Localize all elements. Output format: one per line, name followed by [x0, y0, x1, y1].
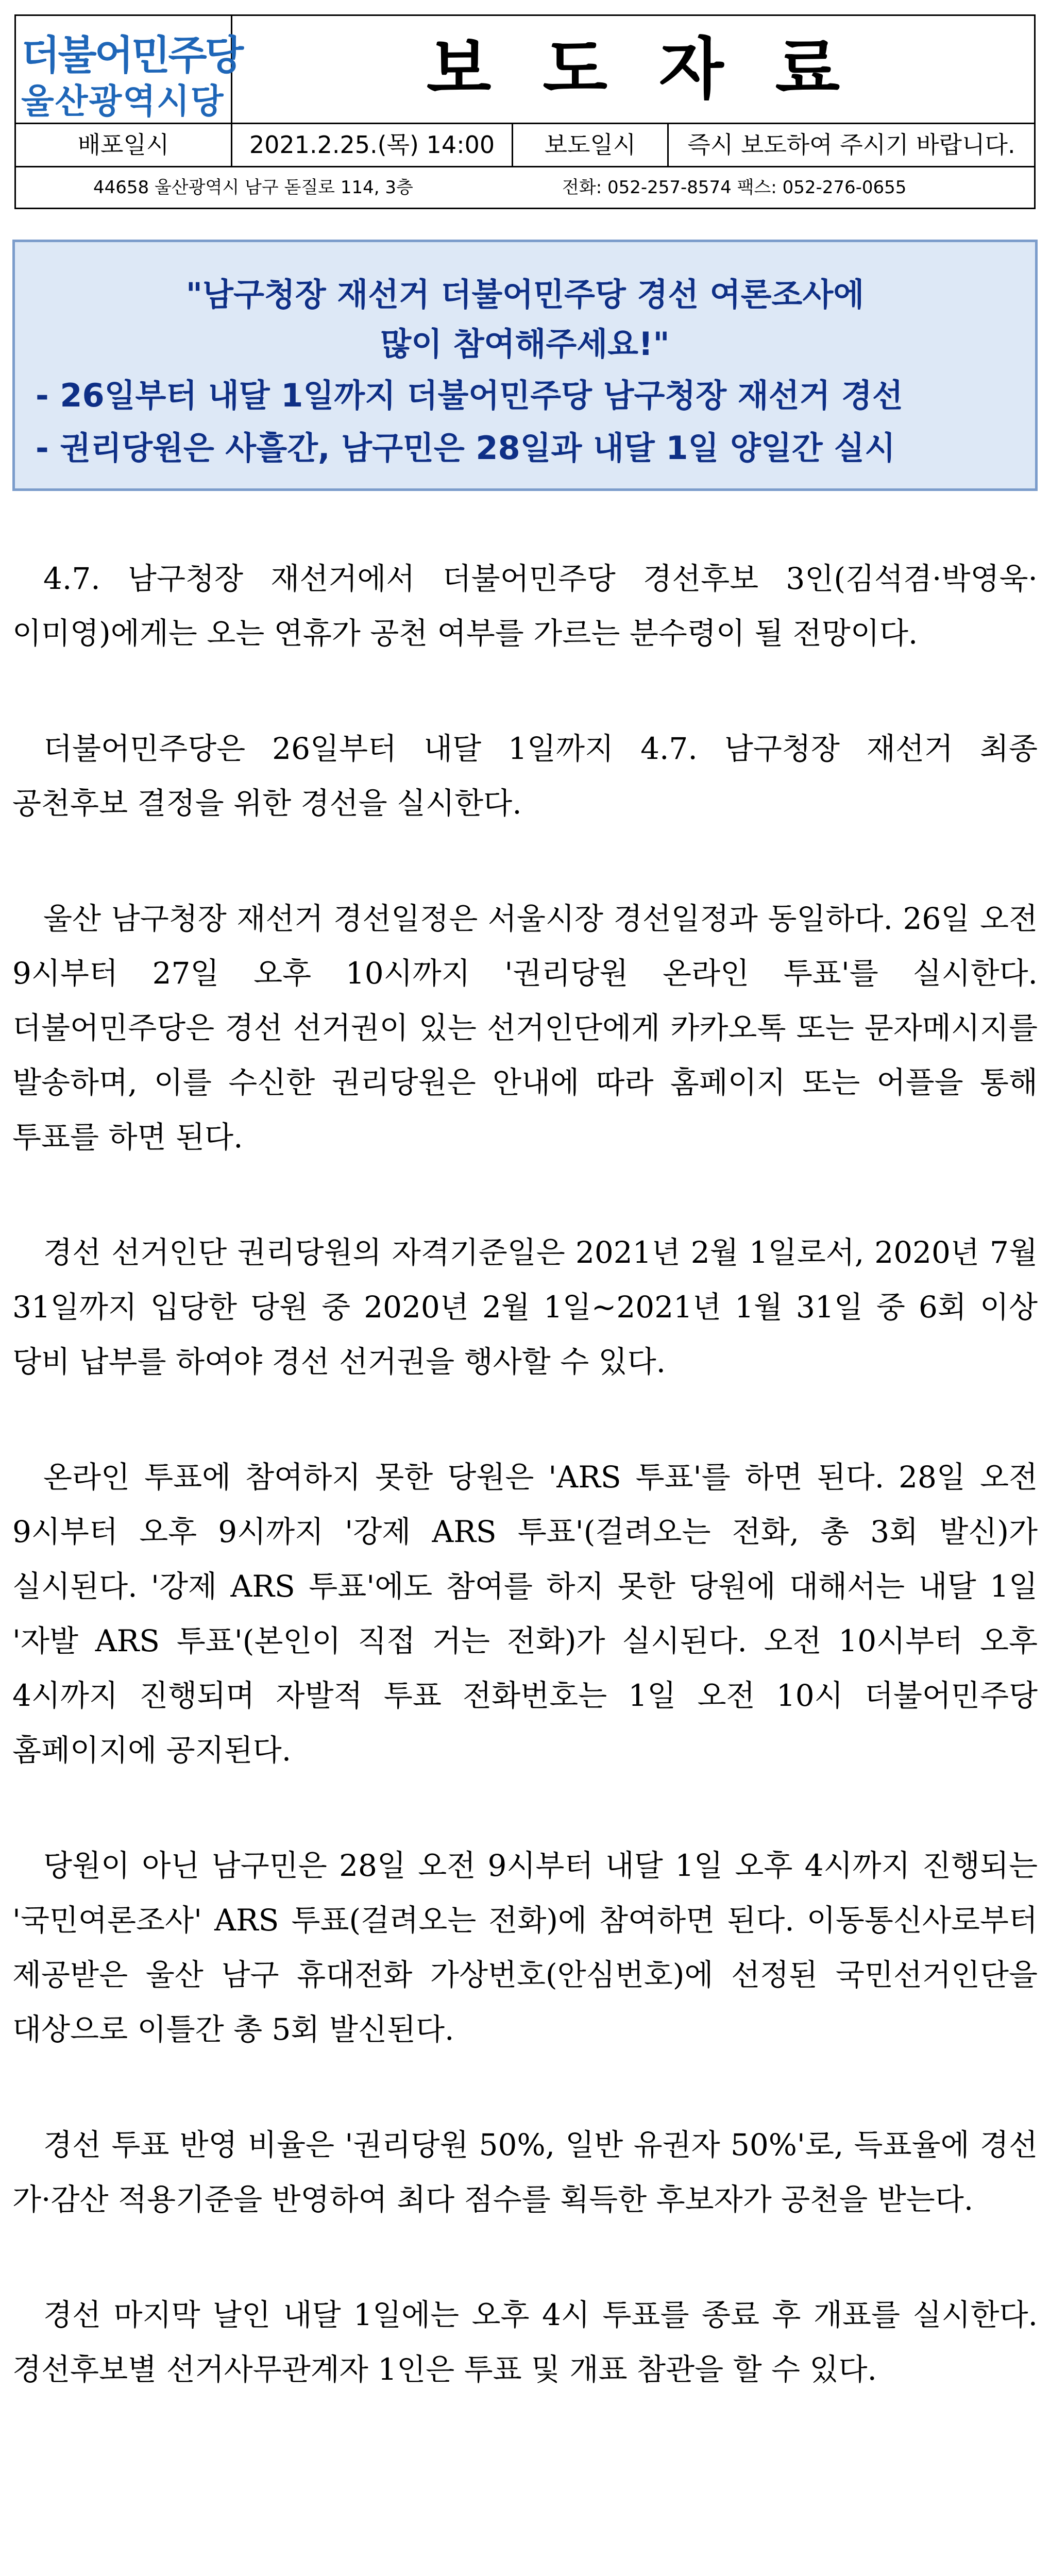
logo-party-name: 더불어민주당 [21, 32, 242, 79]
body-paragraph: 경선 선거인단 권리당원의 자격기준일은 2021년 2월 1일로서, 2020년 7월 31일까지 입당한 당원 중 2020년 2월 1일~2021년 1월 31일 중 6회 이상 당비 납부를 하여야 경선 선거권을 행사할 수 있다. [12, 1235, 1038, 1379]
headline-title-line2: 많이 참여해주세요!" [380, 325, 670, 363]
body-paragraph: 경선 투표 반영 비율은 '권리당원 50%, 일반 유권자 50%'로, 득표율에 경선 가·감산 적용기준을 반영하여 최다 점수를 획득한 후보자가 공천을 받는다. [12, 2127, 1038, 2217]
body-paragraph: 4.7. 남구청장 재선거에서 더불어민주당 경선후보 3인(김석겸·박영욱·이미영)에게는 오는 연휴가 공천 여부를 가르는 분수령이 될 전망이다. [12, 561, 1038, 651]
party-logo [16, 16, 242, 123]
body-paragraph: 울산 남구청장 재선거 경선일정은 서울시장 경선일정과 동일하다. 26일 오전 9시부터 27일 오후 10시까지 '권리당원 온라인 투표'를 실시한다. 더불어민주당은 경선 선거권이 있는 선거인단에게 카카오톡 또는 문자메시지를 발송하며, 이를 수신한 권리당원은 안내에 따라 홈페이지 또는 어플을 통해 투표를 하면 된다. [12, 901, 1038, 1155]
office-contact: 전화: 052-257-8574 팩스: 052-276-0655 [562, 177, 907, 198]
document-title: 보도자료 [426, 30, 892, 108]
address-row [16, 167, 1034, 208]
body-paragraph: 더불어민주당은 26일부터 내달 1일까지 4.7. 남구청장 재선거 최종 공천후보 결정을 위한 경선을 실시한다. [12, 731, 1038, 821]
body-paragraph: 온라인 투표에 참여하지 못한 당원은 'ARS 투표'를 하면 된다. 28일 오전 9시부터 오후 9시까지 '강제 ARS 투표'(걸려오는 전화, 총 3회 발신)가 실시된다. '강제 ARS 투표'에도 참여를 하지 못한 당원에 대해서는 내달 1일 '자발 ARS 투표'(본인이 직접 거는 전화)가 실시된다. 오전 10시부터 오후 4시까지 진행되며 자발적 투표 전화번호는 1일 오전 10시 더불어민주당 홈페이지에 공지된다. [12, 1460, 1038, 1768]
release-info-row [16, 124, 1034, 167]
body-paragraph: 경선 마지막 날인 내달 1일에는 오후 4시 투표를 종료 후 개표를 실시한다. 경선후보별 선거사무관계자 1인은 투표 및 개표 참관을 할 수 있다. [12, 2297, 1038, 2387]
headline-title-line1: "남구청장 재선거 더불어민주당 경선 여론조사에 [185, 276, 865, 313]
article-body [12, 551, 1038, 2458]
header-top-row [16, 16, 1034, 124]
report-time-value: 즉시 보도하여 주시기 바랍니다. [687, 131, 1015, 159]
press-release-header [14, 14, 1036, 209]
report-time-label: 보도일시 [513, 124, 669, 166]
headline-box [12, 240, 1038, 491]
office-address: 44658 울산광역시 남구 돋질로 114, 3층 [93, 177, 413, 198]
release-date-value: 2021.2.25.(목) 14:00 [232, 124, 513, 166]
headline-subtitle-1: - 26일부터 내달 1일까지 더불어민주당 남구청장 재선거 경선 [36, 377, 903, 414]
release-date-label: 배포일시 [16, 124, 232, 166]
body-paragraph: 당원이 아닌 남구민은 28일 오전 9시부터 내달 1일 오후 4시까지 진행되는 '국민여론조사' ARS 투표(걸려오는 전화)에 참여하면 된다. 이동통신사로부터 제공받은 울산 남구 휴대전화 가상번호(안심번호)에 선정된 국민선거인단을 대상으로 이틀간 총 5회 발신된다. [12, 1848, 1038, 2047]
logo-branch-name: 울산광역시당 [21, 81, 225, 121]
headline-subtitle-2: - 권리당원은 사흘간, 남구민은 28일과 내달 1일 양일간 실시 [36, 429, 896, 467]
